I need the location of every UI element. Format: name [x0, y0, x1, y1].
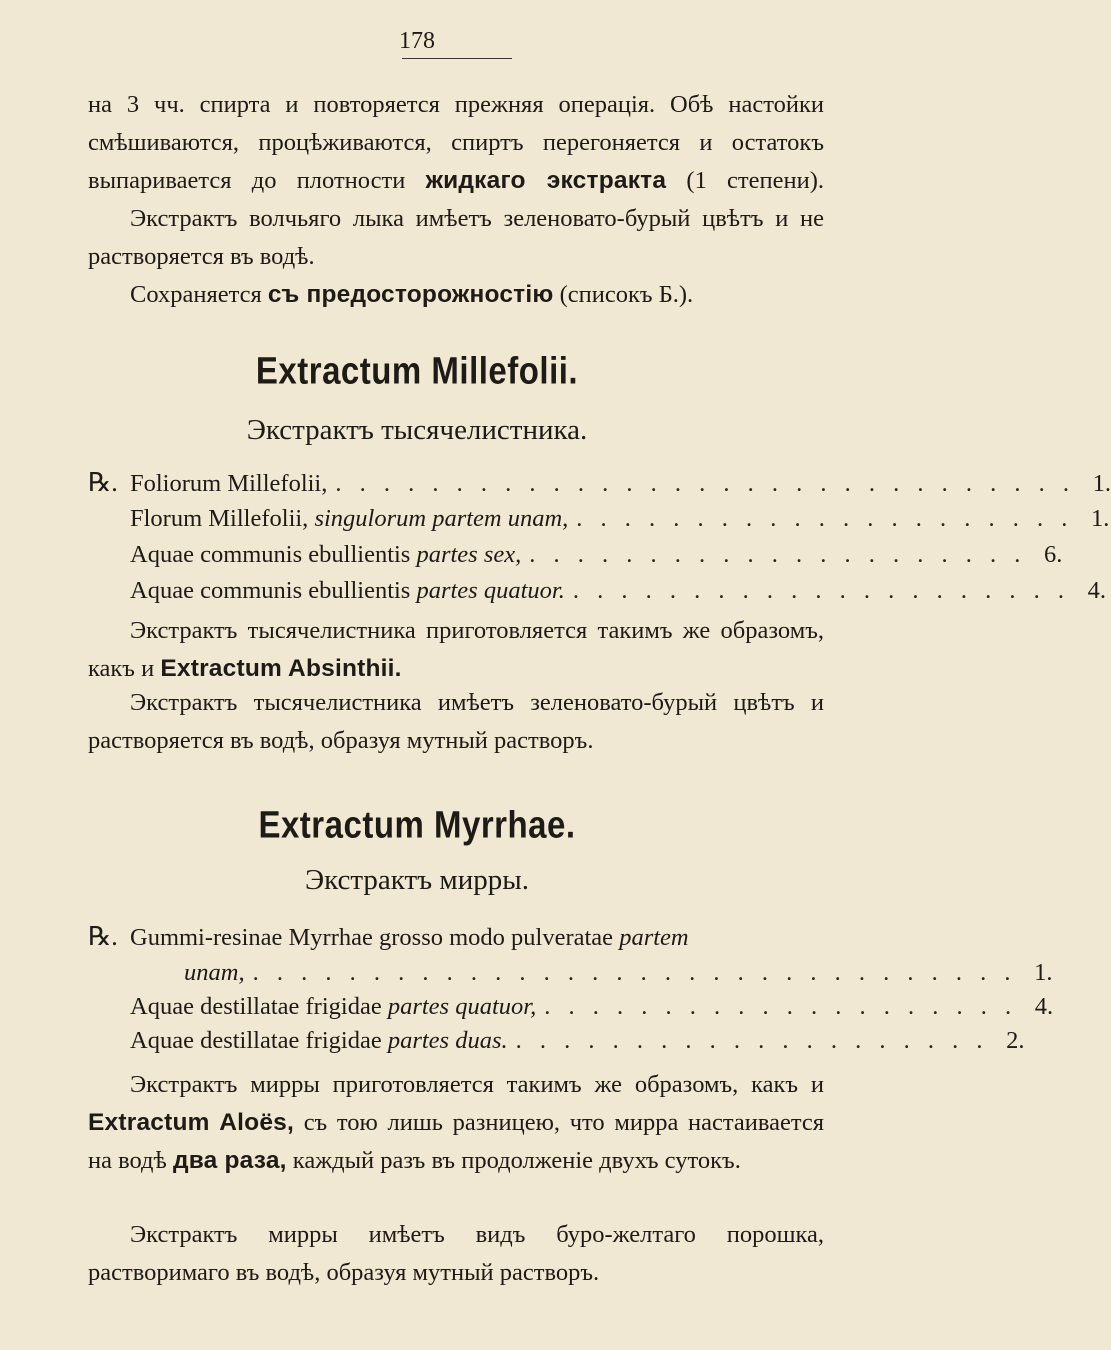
s1-ingr4-name-text: Aquae communis ebullientis	[130, 577, 411, 604]
s2-paragraph-2: Экстрактъ мирры имѣетъ видъ буро-желтаго порошка, растворимаго въ водѣ, образуя мутный растворъ.	[88, 1221, 824, 1286]
s2-p1-text-c: каждый разъ въ продолженіе двухъ сутокъ.	[292, 1147, 741, 1174]
s2-paragraph-1	[88, 1066, 824, 1180]
intro-line-3-text: выпаривается до плотности	[88, 167, 406, 194]
s1-ingredient-2-name	[130, 500, 568, 538]
leader-dots: . . . . . . . . . . . . . . . . . . . . .	[576, 505, 1074, 532]
intro-paragraph-2: Экстрактъ волчьяго лыка имѣетъ зеленовато-бурый цвѣтъ и не растворяется въ водѣ.	[88, 205, 824, 270]
s1-ingredient-1	[88, 464, 1111, 502]
s1-ingredient-3-name	[130, 536, 521, 574]
page-number: 178	[399, 28, 435, 54]
s2-p1-bold-twice: два раза,	[172, 1147, 287, 1174]
page-number-rule	[402, 58, 512, 59]
section-1-subtitle: Экстрактъ тысячелистника.	[246, 414, 588, 446]
leader-dots: . . . . . . . . . . . . . . . . . . . .	[515, 1027, 989, 1054]
leader-dots: . . . . . . . . . . . . . . . . . . . . . . . . . . . . . . .	[335, 470, 1075, 497]
s2-ingr2-name-text: Aquae destillatae frigidae	[130, 993, 382, 1020]
leader-dots: . . . . . . . . . . . . . . . . . . . . .	[572, 577, 1070, 604]
s2-ingr3-name-text: Aquae destillatae frigidae	[130, 1027, 382, 1054]
s2-ingredient-1	[88, 918, 824, 956]
s1-p1-bold-absinthii: Extractum Absinthii.	[160, 655, 402, 682]
intro-line-2: смѣшиваются, процѣживаются, спиртъ перегоняется и остатокъ	[88, 129, 824, 156]
intro-bold-liquid-extract: жидкаго экстракта	[425, 167, 667, 194]
s1-ingr4-italic: partes quatuor.	[416, 577, 565, 604]
s2-ingredient-2	[88, 988, 1054, 1026]
s2-ingredient-1-name	[130, 919, 689, 957]
s2-ingr1-italic: partem	[619, 924, 689, 951]
s2-ingredient-2-qty: 4.	[1034, 993, 1054, 1020]
intro-p3-text: Сохраняется	[130, 281, 262, 308]
s2-p1-bold-aloes: Extractum Aloës,	[88, 1109, 294, 1136]
intro-p3-end: (списокъ Б.).	[559, 281, 694, 308]
s1-ingredient-4-qty: 4.	[1087, 577, 1106, 604]
s1-ingredient-3-qty: 6.	[1044, 541, 1063, 568]
leader-dots: . . . . . . . . . . . . . . . . . . . .	[544, 993, 1018, 1020]
s2-ingredient-3	[88, 1022, 1025, 1060]
s2-ingredient-3-name	[130, 1022, 508, 1060]
intro-p3-bold: съ предосторожностію	[267, 281, 554, 308]
s1-ingredient-1-qty: 1.	[1092, 470, 1111, 497]
s1-ingredient-2	[88, 500, 1110, 538]
s1-ingredient-3	[88, 536, 1063, 574]
s2-ingr1-name-text: Gummi-resinae Myrrhae grosso modo pulveratae	[130, 924, 614, 951]
s2-ingr2-italic: partes quatuor,	[387, 993, 537, 1020]
s1-ingr3-italic: partes sex,	[416, 541, 522, 568]
s1-paragraph-1	[88, 612, 824, 688]
section-2-title: Extractum Myrrhae.	[258, 803, 576, 846]
intro-line-3	[88, 162, 824, 200]
s1-ingredient-2-qty: 1.	[1091, 505, 1110, 532]
intro-line-3-end: (1 степени).	[686, 167, 825, 194]
section-1-title: Extractum Millefolii.	[255, 349, 579, 392]
s1-ingr3-name-text: Aquae communis ebullientis	[130, 541, 411, 568]
s2-ingr3-italic: partes duas.	[387, 1027, 508, 1054]
s2-ingredient-2-name	[130, 988, 536, 1026]
s1-ingredient-4-name	[130, 572, 565, 610]
intro-paragraph-3	[88, 276, 824, 314]
section-2-subtitle: Экстрактъ мирры.	[304, 864, 529, 896]
s1-ingr2-italic: singulorum partem unam,	[314, 505, 569, 532]
recipe-symbol: ℞.	[88, 922, 118, 951]
s1-p1-text: Экстрактъ тысячелистника приготовляется такимъ же образомъ, какъ и	[88, 617, 824, 682]
s2-p1-text-a: Экстрактъ мирры приготовляется такимъ же образомъ, какъ и	[130, 1071, 824, 1098]
s2-ingredient-3-qty: 2.	[1006, 1027, 1025, 1054]
s1-ingredient-4	[88, 572, 1106, 610]
s2-p1-text-b: съ тою лишь разницею, что мирра настаивается на водѣ	[88, 1109, 824, 1174]
leader-dots: . . . . . . . . . . . . . . . . . . . . . . . . . . . . . . . .	[252, 959, 1017, 986]
s2-ingr1-cont: unam,	[184, 959, 245, 986]
s2-ingredient-1-cont	[88, 954, 1053, 992]
s2-ingredient-1-qty: 1.	[1034, 959, 1053, 986]
s1-paragraph-2: Экстрактъ тысячелистника имѣетъ зеленовато-бурый цвѣтъ и растворяется въ водѣ, образуя мутный растворъ.	[88, 689, 824, 754]
intro-line-1: на 3 чч. спирта и повторяется прежняя операція. Обѣ настойки	[88, 91, 824, 118]
recipe-symbol: ℞.	[88, 468, 118, 497]
s1-ingredient-1-name: Foliorum Millefolii,	[130, 470, 328, 497]
leader-dots: . . . . . . . . . . . . . . . . . . . . .	[529, 541, 1027, 568]
s1-ingr2-name-text: Florum Millefolii,	[130, 505, 309, 532]
